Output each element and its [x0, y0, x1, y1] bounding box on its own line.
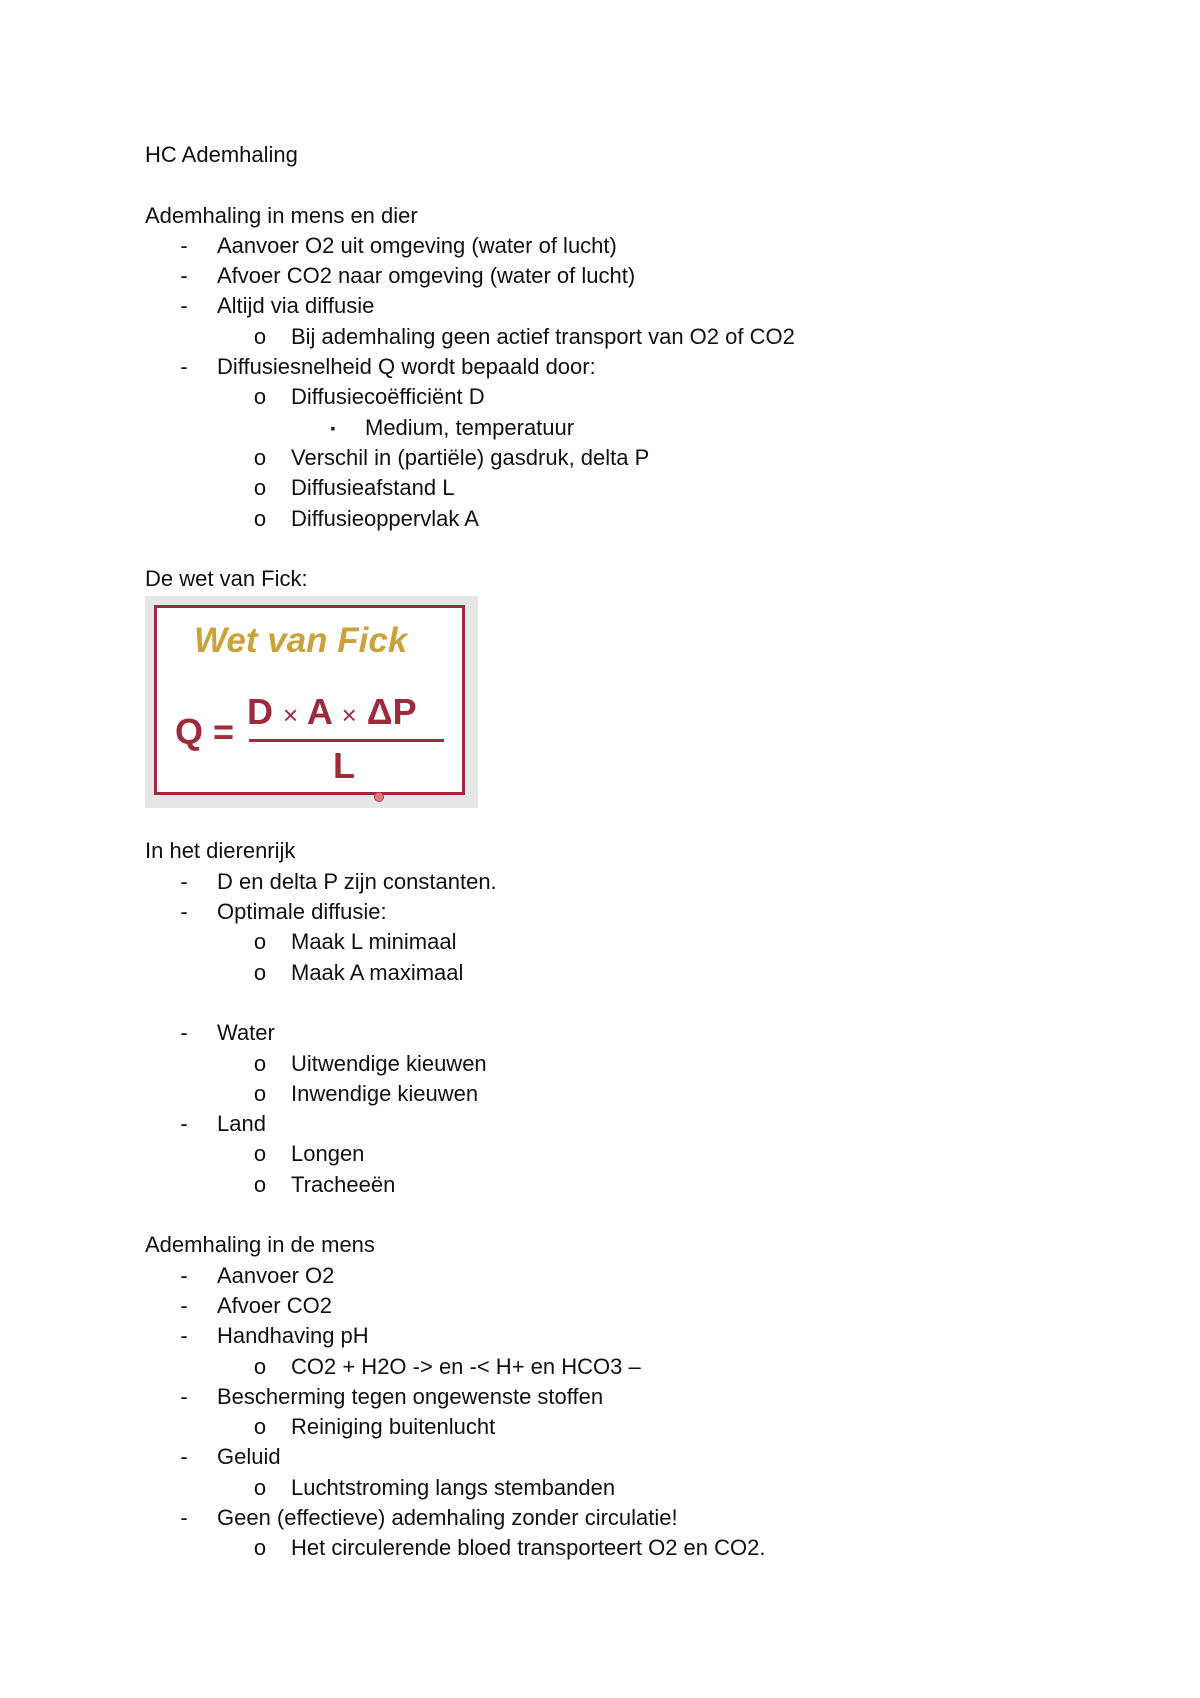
circle-bullet-icon: o: [253, 1414, 267, 1440]
list-item: o Luchtstroming langs stembanden: [145, 1473, 1145, 1503]
list-item: o CO2 + H2O -> en -< H+ en HCO3 –: [145, 1352, 1145, 1382]
formula-denominator: L: [333, 745, 355, 787]
list-item: o Maak A maximaal: [145, 958, 1145, 988]
formula-numerator: D × A × ΔP: [247, 691, 417, 733]
dash-bullet-icon: -: [180, 1444, 188, 1470]
dash-bullet-icon: -: [180, 232, 188, 258]
list-item: o Verschil in (partiële) gasdruk, delta P: [145, 443, 1145, 473]
list-item: - Geluid: [145, 1442, 1145, 1472]
circle-bullet-icon: o: [253, 929, 267, 955]
dash-bullet-icon: -: [180, 868, 188, 894]
dash-bullet-icon: -: [180, 293, 188, 319]
circle-bullet-icon: o: [253, 1474, 267, 1500]
circle-bullet-icon: o: [253, 1080, 267, 1106]
list-item: o Tracheeën: [145, 1170, 1145, 1200]
list-item: - Diffusiesnelheid Q wordt bepaald door:: [145, 352, 1145, 382]
list-item: o Bij ademhaling geen actief transport van O2 of CO2: [145, 322, 1145, 352]
list-item: - Water: [145, 1018, 1145, 1048]
list-item: - Geen (effectieve) ademhaling zonder circulatie!: [145, 1503, 1145, 1533]
dash-bullet-icon: -: [180, 1504, 188, 1530]
circle-bullet-icon: o: [253, 1050, 267, 1076]
circle-bullet-icon: o: [253, 323, 267, 349]
dash-bullet-icon: -: [180, 354, 188, 380]
list-item: o Inwendige kieuwen: [145, 1079, 1145, 1109]
list-item: - Handhaving pH: [145, 1321, 1145, 1351]
list-item: - Aanvoer O2 uit omgeving (water of lucht): [145, 231, 1145, 261]
document-page: [145, 140, 1145, 1564]
list-item: - Afvoer CO2: [145, 1291, 1145, 1321]
list-item: o Diffusieoppervlak A: [145, 504, 1145, 534]
dash-bullet-icon: -: [180, 1020, 188, 1046]
list-item: o Het circulerende bloed transporteert O2 en CO2.: [145, 1533, 1145, 1563]
list-item: o Longen: [145, 1139, 1145, 1169]
circle-bullet-icon: o: [253, 1535, 267, 1561]
list-item: ▪ Medium, temperatuur: [145, 413, 1145, 443]
dash-bullet-icon: -: [180, 1383, 188, 1409]
circle-bullet-icon: o: [253, 505, 267, 531]
circle-bullet-icon: o: [253, 444, 267, 470]
dash-bullet-icon: -: [180, 1323, 188, 1349]
list-item: - Aanvoer O2: [145, 1261, 1145, 1291]
section-heading: De wet van Fick:: [145, 566, 308, 592]
dash-bullet-icon: -: [180, 1292, 188, 1318]
square-bullet-icon: ▪: [330, 419, 336, 436]
fick-law-image: [145, 596, 478, 808]
list-item: o Uitwendige kieuwen: [145, 1049, 1145, 1079]
dash-bullet-icon: -: [180, 263, 188, 289]
section-heading: Ademhaling in mens en dier: [145, 202, 418, 228]
list-item: o Maak L minimaal: [145, 927, 1145, 957]
dash-bullet-icon: -: [180, 1262, 188, 1288]
circle-bullet-icon: o: [253, 959, 267, 985]
list-item: - Bescherming tegen ongewenste stoffen: [145, 1382, 1145, 1412]
list-item: - Altijd via diffusie: [145, 291, 1145, 321]
section-heading: In het dierenrijk: [145, 838, 296, 864]
list-item: - Optimale diffusie:: [145, 897, 1145, 927]
circle-bullet-icon: o: [253, 384, 267, 410]
dash-bullet-icon: -: [180, 899, 188, 925]
list-item: - D en delta P zijn constanten.: [145, 867, 1145, 897]
formula-lhs: Q =: [175, 711, 235, 753]
circle-bullet-icon: o: [253, 1141, 267, 1167]
fick-formula-box: [154, 605, 465, 795]
dash-bullet-icon: -: [180, 1111, 188, 1137]
list-item: o Diffusiecoëfficiënt D: [145, 382, 1145, 412]
document-title: HC Ademhaling: [145, 142, 298, 167]
list-item: o Diffusieafstand L: [145, 473, 1145, 503]
circle-bullet-icon: o: [253, 475, 267, 501]
fick-image-title: Wet van Fick: [194, 621, 408, 661]
list-item: - Land: [145, 1109, 1145, 1139]
circle-bullet-icon: o: [253, 1171, 267, 1197]
list-item: - Afvoer CO2 naar omgeving (water of lucht): [145, 261, 1145, 291]
list-item: o Reiniging buitenlucht: [145, 1412, 1145, 1442]
cursor-dot-icon: [374, 792, 384, 802]
fraction-bar: [249, 739, 444, 742]
circle-bullet-icon: o: [253, 1353, 267, 1379]
section-heading: Ademhaling in de mens: [145, 1232, 375, 1258]
